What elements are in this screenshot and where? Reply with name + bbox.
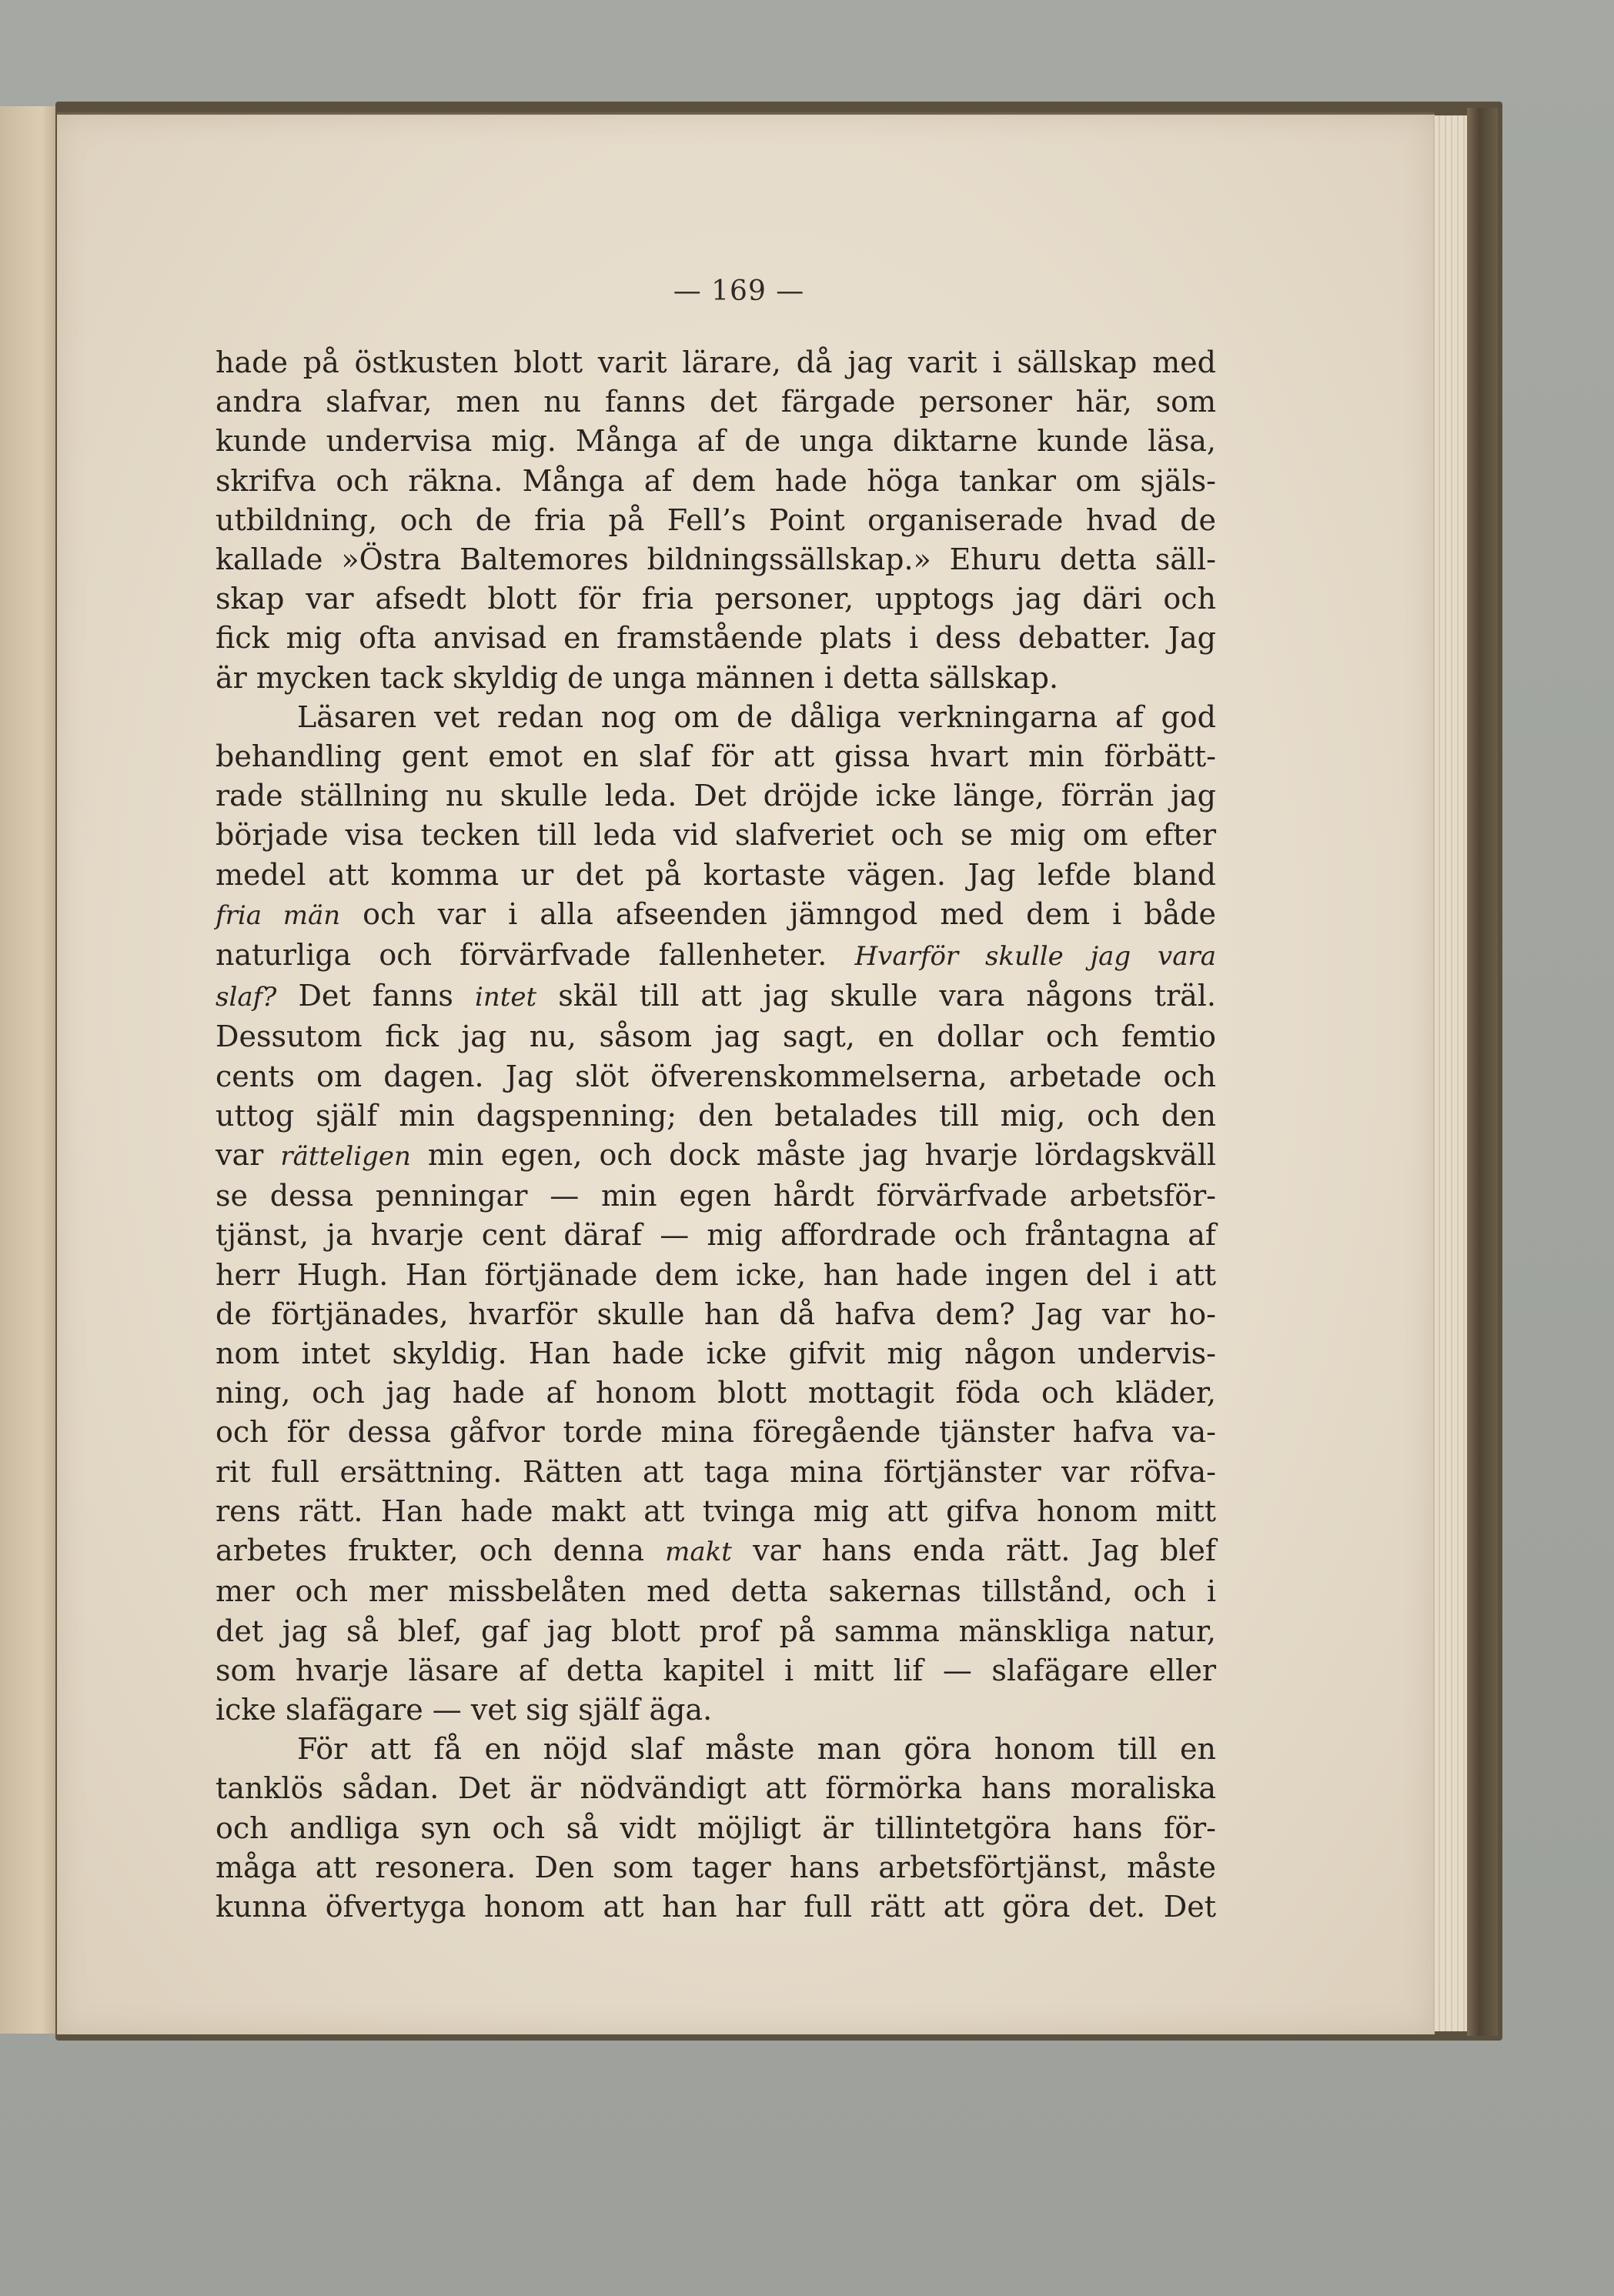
text-line: cents om dagen. Jag slöt öfverenskommelserna, arbetade och [216,1059,1216,1093]
text-line: och andliga syn och så vidt möjligt är tillintetgöra hans för- [216,1810,1216,1845]
italic-question-end: slaf? [216,982,277,1013]
text-fragment: och var i alla afseenden jämngod med dem i både [363,896,1216,931]
text-line: Dessutom fick jag nu, såsom jag sagt, en dollar och femtio [216,1020,1216,1054]
text-line [216,976,1216,1017]
text-fragment: skäl till att jag skulle vara någons träl. [558,979,1216,1013]
text-line [216,1730,1216,1769]
text-line: är mycken tack skyldig de unga männen i detta sällskap. [216,660,1059,695]
text-line [216,1136,1216,1176]
text-line [216,936,1216,976]
text-line: nom intet skyldig. Han hade icke gifvit mig någon undervis- [216,1337,1216,1371]
text-fragment: För att få en nöjd slaf måste man göra honom till en [297,1732,1216,1767]
italic-fria-man: fria män [216,899,341,931]
text-fragment: arbetes frukter, och denna [216,1533,644,1568]
text-line: måga att resonera. Den som tager hans arbetsförtjänst, måste [216,1850,1216,1884]
text-line: medel att komma ur det på kortaste vägen. Jag lefde bland [216,857,1216,892]
text-line: rit full ersättning. Rätten att taga mina förtjänster var röfva- [216,1454,1216,1489]
text-line [216,895,1216,936]
text-line: rade ställning nu skulle leda. Det dröjde icke länge, förrän jag [216,779,1216,813]
page-number: — 169 — [673,275,805,307]
text-line: hade på östkusten blott varit lärare, då jag varit i sällskap med [216,345,1216,379]
facing-page-edge [0,106,62,2034]
text-line: andra slafvar, men nu fanns det färgade personer här, som [216,385,1216,419]
text-line: mer och mer missbelåten med detta sakernas tillstånd, och i [216,1574,1216,1609]
cover-spine-edge [1467,108,1498,2036]
text-fragment: var [216,1138,264,1173]
text-line: kallade »Östra Baltemores bildningssällskap.» Ehuru detta säll- [216,542,1216,577]
text-fragment: var hans enda rätt. Jag blef [753,1533,1216,1568]
text-line: och för dessa gåfvor torde mina föregående tjänster hafva va- [216,1415,1216,1450]
text-fragment: Läsaren vet redan nog om de dåliga verkningarna af god [297,699,1216,734]
text-line: kunna öfvertyga honom att han har full rätt att göra det. Det [216,1889,1216,1924]
text-line: uttog själf min dagspenning; den betalades till mig, och den [216,1098,1216,1133]
text-fragment: min egen, och dock måste jag hvarje lördagskväll [427,1138,1216,1173]
text-fragment: Det fanns [298,979,453,1013]
text-line: tjänst, ja hvarje cent däraf — mig affordrade och fråntagna af [216,1218,1216,1253]
text-line: började visa tecken till leda vid slafveriet och se mig om efter [216,818,1216,853]
text-line: kunde undervisa mig. Många af de unga diktarne kunde läsa, [216,424,1216,459]
text-line: tanklös sådan. Det är nödvändigt att förmörka hans moraliska [216,1771,1216,1806]
text-line [216,698,1216,737]
text-line: se dessa penningar — min egen hårdt förvärfvade arbetsför- [216,1179,1216,1213]
text-line: herr Hugh. Han förtjänade dem icke, han hade ingen del i att [216,1257,1216,1292]
text-line: icke slafägare — vet sig själf äga. [216,1692,713,1727]
text-line [216,1531,1216,1572]
text-fragment: naturliga och förvärfvade fallenheter. [216,938,827,973]
text-line: som hvarje läsare af detta kapitel i mitt lif — slafägare eller [216,1653,1216,1687]
text-line: ning, och jag hade af honom blott mottagit föda och kläder, [216,1376,1216,1410]
italic-makt: makt [665,1537,732,1568]
text-line: behandling gent emot en slaf för att gissa hvart min förbätt- [216,739,1216,774]
text-line: rens rätt. Han hade makt att tvinga mig att gifva honom mitt [216,1493,1216,1528]
body-text [216,343,1216,1927]
text-line: skap var afsedt blott för fria personer, upptogs jag däri och [216,582,1216,616]
italic-intet: intet [474,982,537,1013]
italic-ratteligen: rätteligen [280,1141,411,1173]
text-line: de förtjänades, hvarför skulle han då hafva dem? Jag var ho- [216,1297,1216,1331]
text-line: det jag så blef, gaf jag blott prof på samma mänskliga natur, [216,1614,1216,1648]
text-line: skrifva och räkna. Många af dem hade höga tankar om själs- [216,463,1216,498]
italic-question: Hvarför skulle jag vara [854,941,1216,973]
text-line: fick mig ofta anvisad en framstående plats i dess debatter. Jag [216,621,1216,656]
page-stack-edges [1433,115,1470,2031]
text-line: utbildning, och de fria på Fell’s Point organiserade hvad de [216,502,1216,537]
